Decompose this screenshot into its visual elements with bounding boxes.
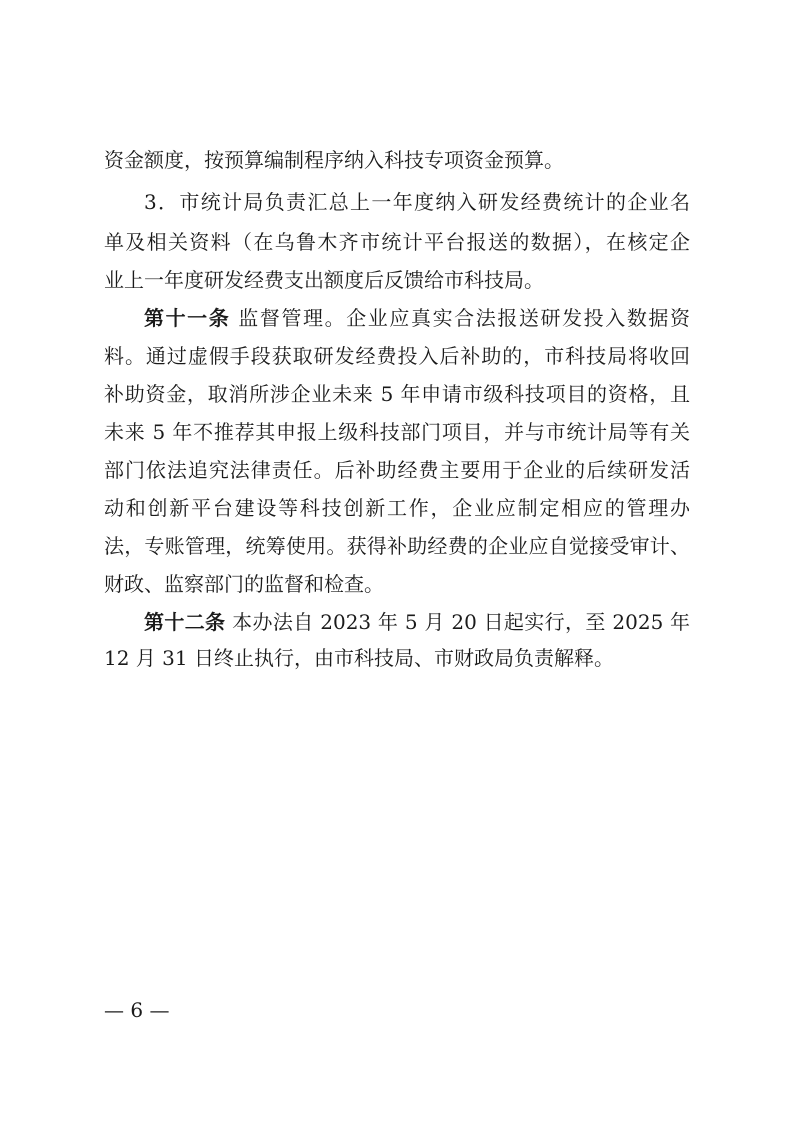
article-11-heading: 第十一条 xyxy=(144,306,231,330)
article-11-first-line-text: 监督管理。企业应真实合法报送研发投入数据资 xyxy=(238,306,691,330)
article-11-line: 部门依法追究法律责任。后补助经费主要用于企业的后续研发活 xyxy=(104,458,690,482)
item-3-line-3: 业上一年度研发经费支出额度后反馈给市科技局。 xyxy=(104,268,544,292)
article-11-line: 补助资金，取消所涉企业未来 5 年申请市级科技项目的资格，且 xyxy=(104,382,690,406)
article-11-line: 动和创新平台建设等科技创新工作，企业应制定相应的管理办 xyxy=(104,496,690,520)
article-11-first-line xyxy=(144,300,690,336)
article-12-first-line xyxy=(144,604,690,640)
page-number: — 6 — xyxy=(104,998,170,1022)
article-11-line: 未来 5 年不推荐其申报上级科技部门项目，并与市统计局等有关 xyxy=(104,420,690,444)
article-11-line: 财政、监察部门的监督和检查。 xyxy=(104,572,384,596)
paragraph-continuation-line: 资金额度，按预算编制程序纳入科技专项资金预算。 xyxy=(104,148,564,172)
article-12-first-line-text: 本办法自 2023 年 5 月 20 日起实行，至 2025 年 xyxy=(232,610,691,634)
item-3-line-2: 单及相关资料（在乌鲁木齐市统计平台报送的数据），在核定企 xyxy=(104,230,690,254)
item-3-line-1: 3．市统计局负责汇总上一年度纳入研发经费统计的企业名 xyxy=(144,190,690,214)
article-11-line: 法，专账管理，统筹使用。获得补助经费的企业应自觉接受审计、 xyxy=(104,534,690,558)
article-12-line: 12 月 31 日终止执行，由市科技局、市财政局负责解释。 xyxy=(104,646,614,670)
article-11-line: 料。通过虚假手段获取研发经费投入后补助的，市科技局将收回 xyxy=(104,344,690,368)
article-12-heading: 第十二条 xyxy=(144,610,226,634)
